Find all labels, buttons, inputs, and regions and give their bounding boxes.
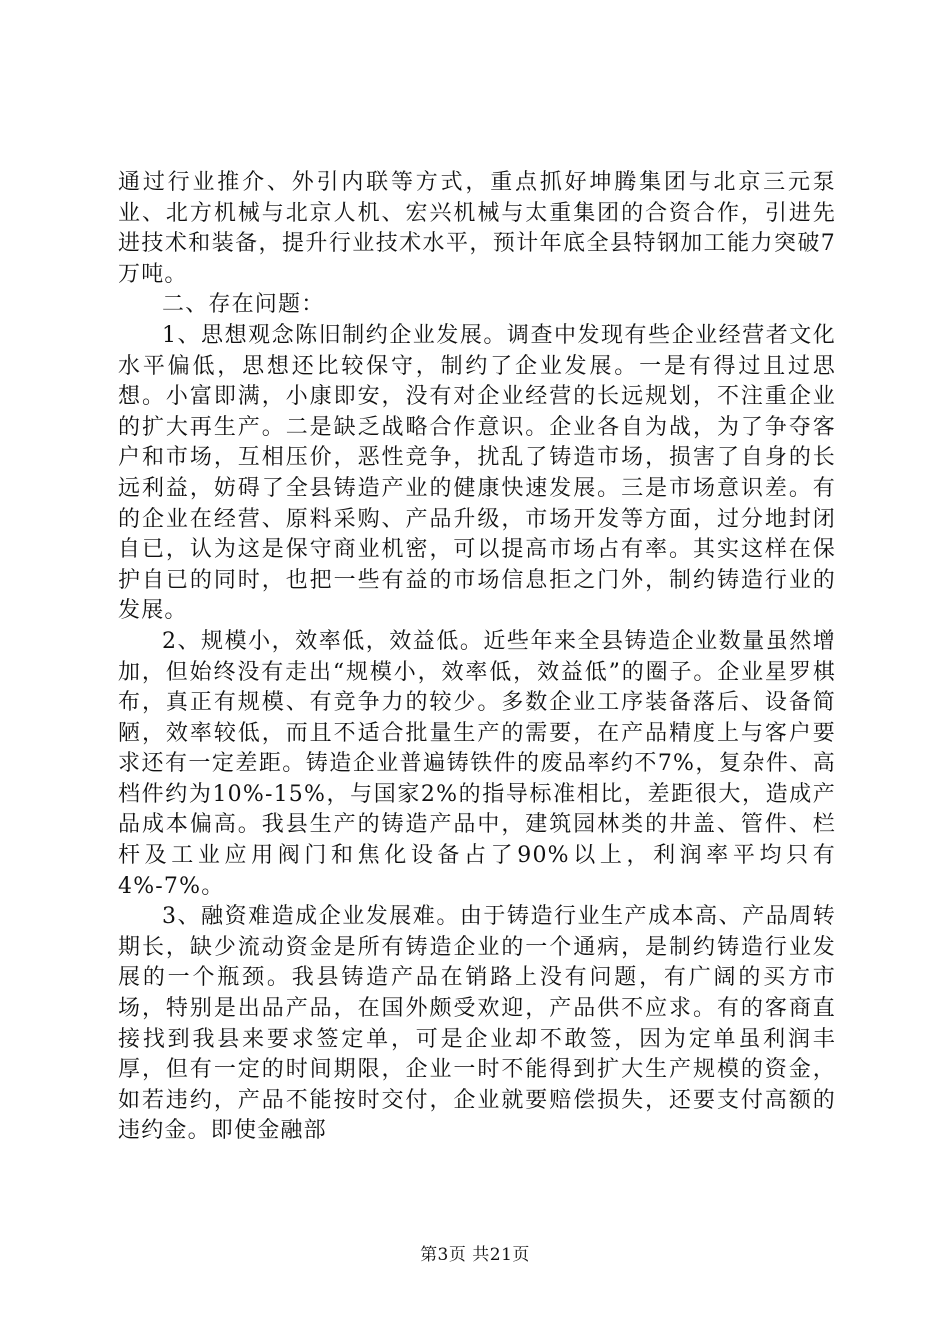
page-footer: 第3页 共21页 [420, 1245, 530, 1265]
document-body [118, 168, 836, 1147]
paragraph-issue-3: 3、融资难造成企业发展难。由于铸造行业生产成本高、产品周转期长，缺少流动资金是所有铸造企业的一个通病，是制约铸造行业发展的一个瓶颈。我县铸造产品在销路上没有问题，有广阔的买方市场，特别是出品产品，在国外颇受欢迎，产品供不应求。有的客商直接找到我县来要求签定单，可是企业却不敢签，因为定单虽利润丰厚，但有一定的时间期限，企业一时不能得到扩大生产规模的资金，如若违约，产品不能按时交付，企业就要赔偿损失，还要支付高额的违约金。即使金融部 [118, 904, 836, 1144]
section-heading: 二、存在问题： [162, 292, 325, 318]
paragraph-issue-2: 2、规模小，效率低，效益低。近些年来全县铸造企业数量虽然增加，但始终没有走出“规模小，效率低，效益低”的圈子。企业星罗棋布，真正有规模、有竞争力的较少。多数企业工序装备落后、设备简陋，效率较低，而且不适合批量生产的需要，在产品精度上与客户要求还有一定差距。铸造企业普遍铸铁件的废品率约不7%，复杂件、高档件约为10%-15%，与国家2%的指导标准相比，差距很大，造成产品成本偏高。我县生产的铸造产品中，建筑园林类的井盖、管件、栏杆及工业应用阀门和焦化设备占了90%以上，利润率平均只有4%-7%。 [118, 628, 836, 899]
paragraph-issue-1: 1、思想观念陈旧制约企业发展。调查中发现有些企业经营者文化水平偏低，思想还比较保守，制约了企业发展。一是有得过且过思想。小富即满，小康即安，没有对企业经营的长远规划，不注重企业的扩大再生产。二是缺乏战略合作意识。企业各自为战，为了争夺客户和市场，互相压价，恶性竞争，扰乱了铸造市场，损害了自身的长远利益，妨碍了全县铸造产业的健康快速发展。三是市场意识差。有的企业在经营、原料采购、产品升级，市场开发等方面，过分地封闭自已，认为这是保守商业机密，可以提高市场占有率。其实这样在保护自已的同时，也把一些有益的市场信息拒之门外，制约铸造行业的发展。 [118, 322, 836, 624]
paragraph-continuation: 通过行业推介、外引内联等方式，重点抓好坤腾集团与北京三元泵业、北方机械与北京人机、宏兴机械与太重集团的合资合作，引进先进技术和装备，提升行业技术水平，预计年底全县特钢加工能力突破7万吨。 [118, 170, 836, 287]
